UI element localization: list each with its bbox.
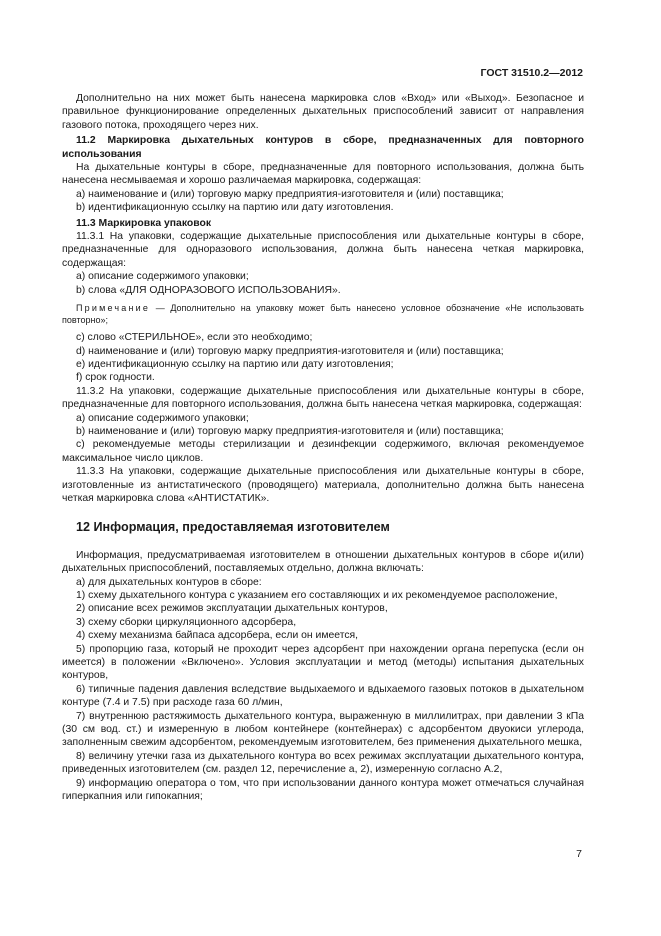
page-number: 7 [576, 848, 582, 860]
intro-paragraph: Дополнительно на них может быть нанесена маркировка слов «Вход» или «Выход». Безопасное и правильное функционирование определенных дыхательных приспособлений зависит от направления газового потока, проходящего через них. [62, 93, 584, 131]
list-item: a) для дыхательных контуров в сборе: [76, 576, 262, 588]
list-item: b) идентификационную ссылку на партию или дату изготовления. [76, 202, 394, 214]
list-item: c) слово «СТЕРИЛЬНОЕ», если это необходимо; [76, 332, 313, 344]
list-item: b) наименование и (или) торговую марку предприятия-изготовителя и (или) поставщика; [76, 425, 504, 437]
list-item: 2) описание всех режимов эксплуатации дыхательных контуров, [76, 603, 388, 615]
note-label: Примечание [76, 303, 151, 314]
paragraph-11-3-2: 11.3.2 На упаковки, содержащие дыхательные приспособления или дыхательные контуры в сборе, предназначенные для повторного использования, должна быть нанесена четкая маркировка, содержащая: [62, 385, 584, 411]
document-id: ГОСТ 31510.2—2012 [480, 67, 583, 79]
paragraph: Информация, предусматриваемая изготовителем в отношении дыхательных контуров в сборе и(или) дыхательных приспособлений, поставляемых отдельно, должна включать: [62, 549, 584, 575]
list-item: 9) информацию оператора о том, что при использовании данного контура может отмечаться случайная гиперкапния или гипокапния; [62, 777, 584, 803]
list-item: b) слова «ДЛЯ ОДНОРАЗОВОГО ИСПОЛЬЗОВАНИЯ». [76, 284, 341, 296]
list-item: d) наименование и (или) торговую марку предприятия-изготовителя и (или) поставщика; [76, 345, 504, 357]
section-heading-12: 12 Информация, предоставляемая изготовителем [76, 520, 390, 535]
paragraph-11-3-1: 11.3.1 На упаковки, содержащие дыхательные приспособления или дыхательные контуры в сборе, предназначенные для одноразового использования, должна быть нанесена четкая маркировка, содержащая: [62, 231, 584, 269]
list-item: 5) пропорцию газа, который не проходит через адсорбент при нахождении органа перепуска (если он имеется) в положении «Включено». Условия эксплуатации и метод (методы) испытания дыхательных контуров, [62, 643, 584, 682]
list-item: 6) типичные падения давления вследствие выдыхаемого и вдыхаемого газовых потоков в дыхательном контуре (7.4 и 7.5) при расходе газа 60 л/мин, [62, 683, 584, 709]
paragraph-11-3-3: 11.3.3 На упаковки, содержащие дыхательные приспособления или дыхательные контуры в сборе, изготовленные из антистатического (проводящего) материала, дополнительно должна быть нанесена четкая маркировка слова «АНТИСТАТИК». [62, 466, 584, 504]
list-item: 7) внутреннюю растяжимость дыхательного контура, выраженную в миллилитрах, при давлении 3 кПа (30 см вод. ст.) и измеренную в любом контейнере (контейнерах) с адсорбентом двуокиси углерода, заполненным свежим адсорбентом, рекомендуемым изготовителем, без применения дыхательного мешка, [62, 710, 584, 749]
list-item: a) описание содержимого упаковки; [76, 412, 249, 424]
note [62, 302, 584, 326]
paragraph: На дыхательные контуры в сборе, предназначенные для повторного использования, должна быть нанесена несмываемая и хорошо различаемая маркировка, содержащая: [62, 162, 584, 187]
list-item: c) рекомендуемые методы стерилизации и дезинфекции содержимого, включая рекомендуемое максимальное число циклов. [62, 439, 584, 464]
list-item: 4) схему механизма байпаса адсорбера, если он имеется, [76, 630, 359, 642]
list-item: a) наименование и (или) торговую марку предприятия-изготовителя и (или) поставщика; [76, 188, 504, 200]
list-item: a) описание содержимого упаковки; [76, 271, 249, 283]
list-item: 8) величину утечки газа из дыхательного контура во всех режимах эксплуатации дыхательного контура, приведенных изготовителем (см. раздел 12, перечисление а, 2), измеренную согласно А.2, [62, 750, 584, 776]
section-heading-11-2: 11.2 Маркировка дыхательных контуров в сборе, предназначенных для повторного использования [62, 135, 584, 160]
note-text: — Дополнительно на упаковку может быть нанесено условное обозначение «Не использовать повторно»; [62, 303, 584, 326]
section-heading-11-3: 11.3 Маркировка упаковок [76, 217, 212, 229]
list-item: 3) схему сборки циркуляционного адсорбера, [76, 616, 297, 628]
page-content [62, 92, 584, 804]
list-item: f) срок годности. [76, 372, 155, 384]
list-item: e) идентификационную ссылку на партию или дату изготовления; [76, 358, 394, 370]
list-item: 1) схему дыхательного контура с указанием его составляющих и их рекомендуемое расположение, [76, 590, 558, 601]
